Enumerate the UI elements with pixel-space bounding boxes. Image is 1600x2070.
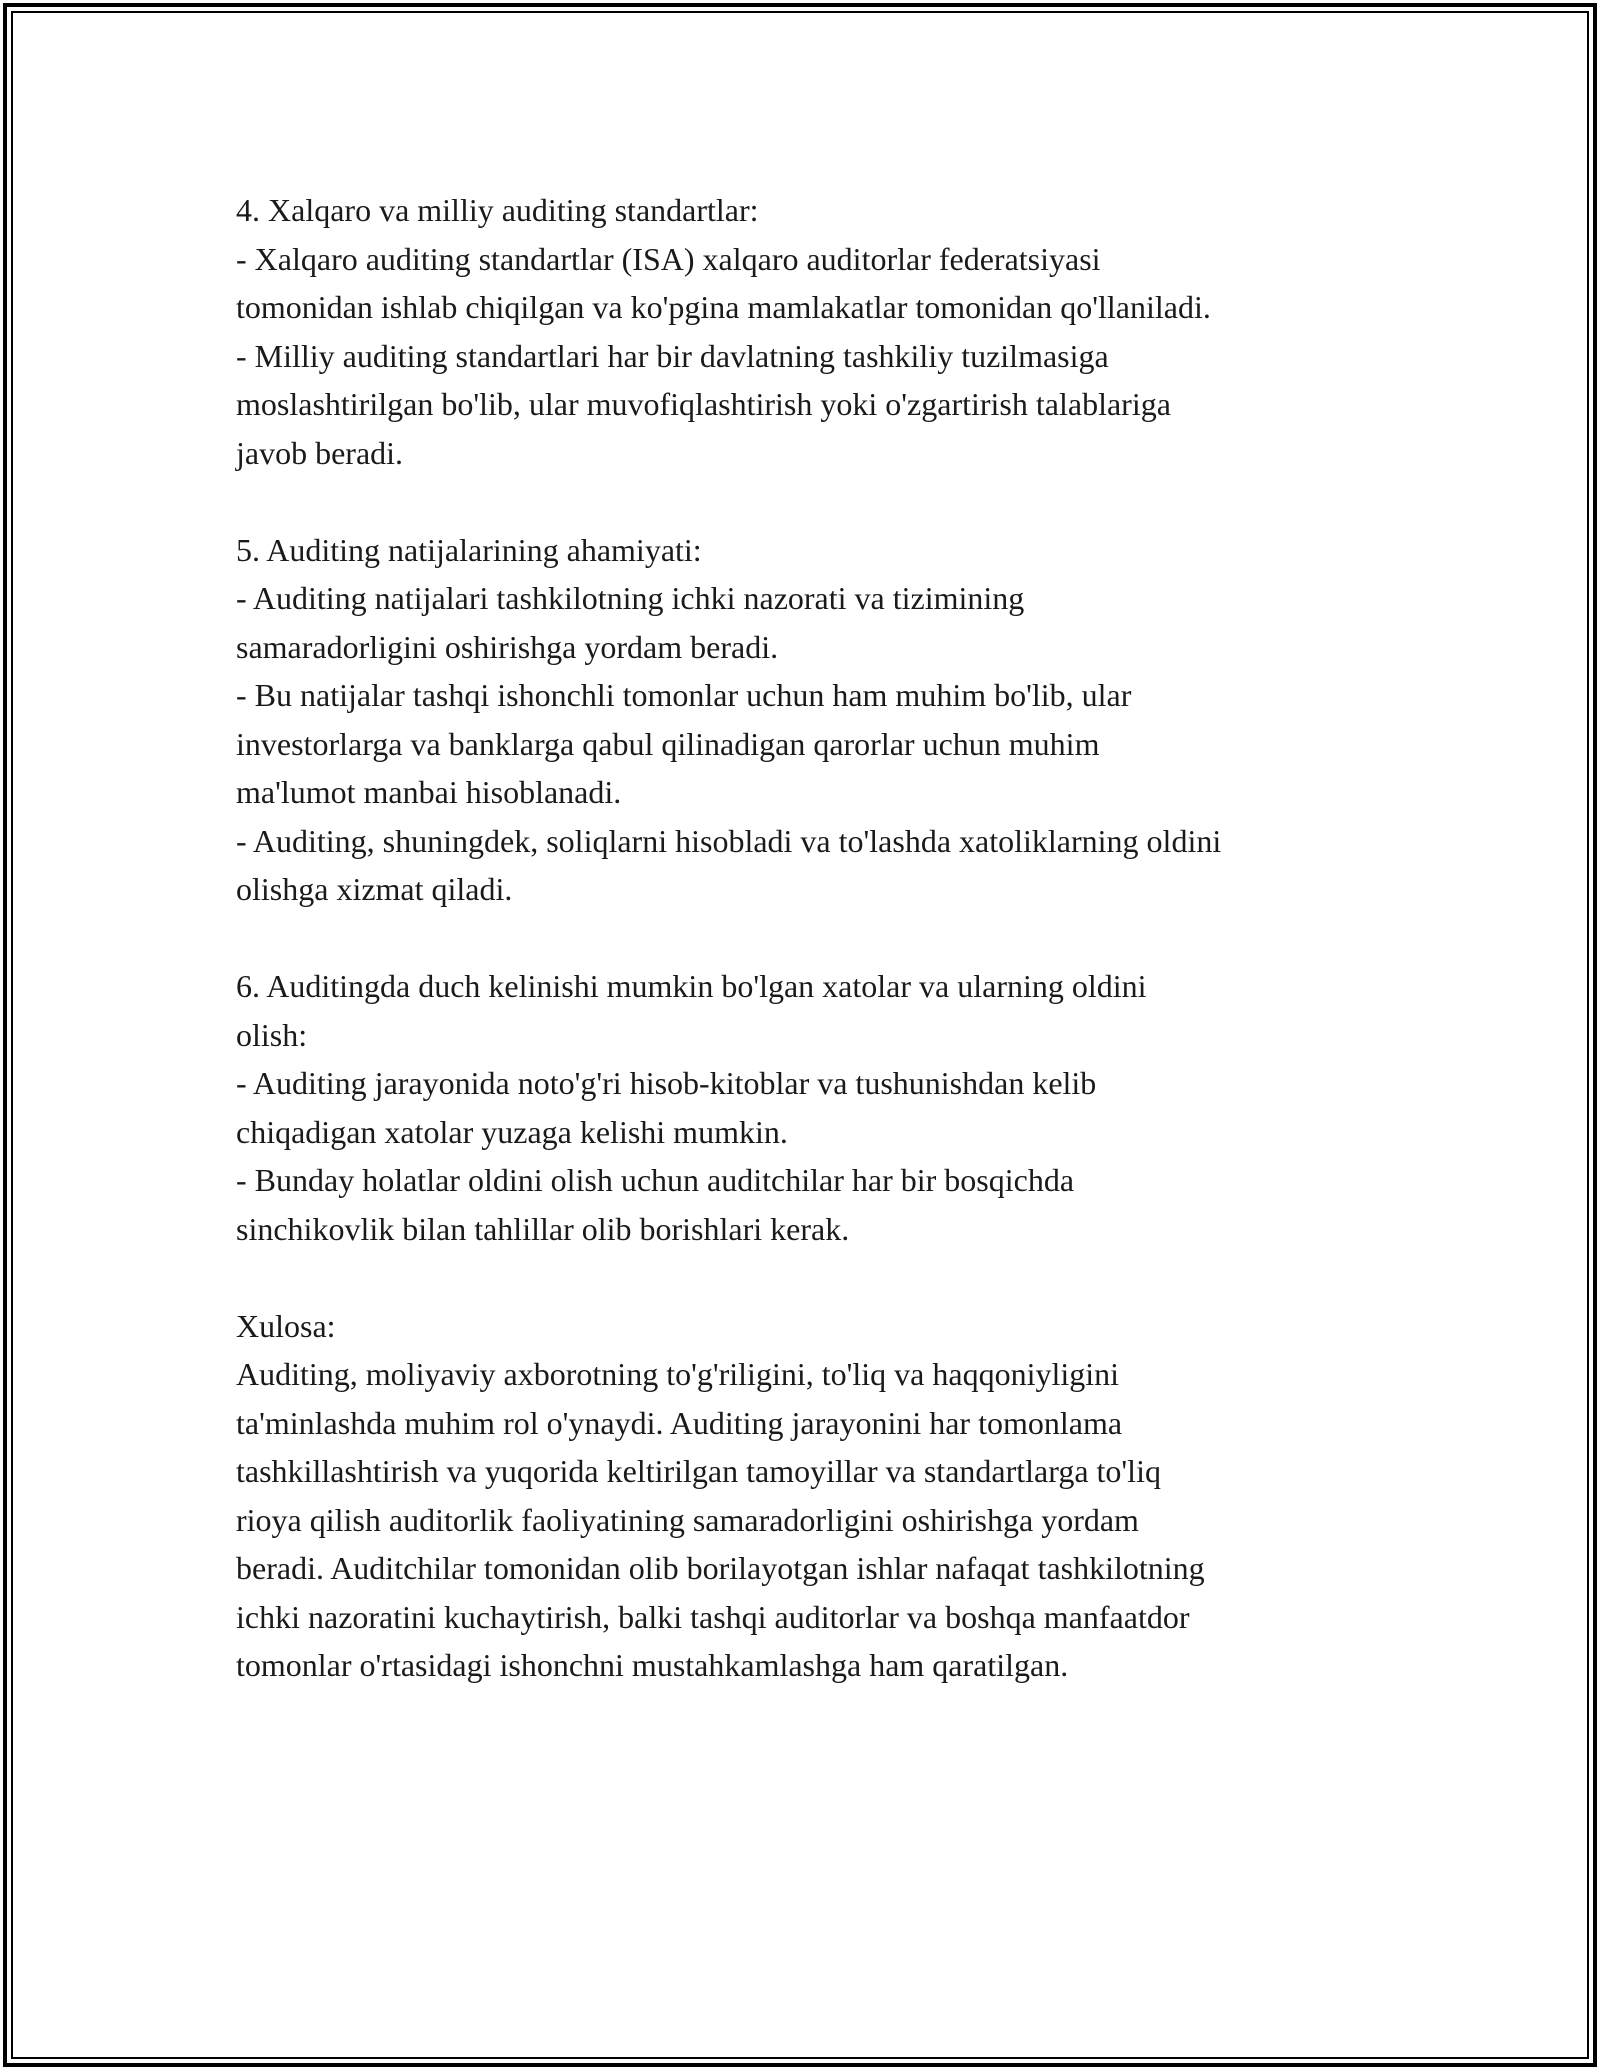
- text-line: - Xalqaro auditing standartlar (ISA) xalqaro auditorlar federatsiyasi: [236, 240, 1101, 277]
- text-line: olish:: [236, 1016, 308, 1053]
- text-line: tomonlar o'rtasidagi ishonchni mustahkamlashga ham qaratilgan.: [236, 1647, 1069, 1683]
- text-line: - Auditing jarayonida noto'g'ri hisob-kitoblar va tushunishdan kelib: [236, 1065, 1097, 1101]
- text-line: rioya qilish auditorlik faoliyatining samaradorligini oshirishga yordam: [236, 1501, 1139, 1538]
- text-line: olishga xizmat qiladi.: [236, 871, 513, 907]
- text-line: - Bunday holatlar oldini olish uchun auditchilar har bir bosqichda: [236, 1162, 1075, 1198]
- text-line: - Auditing, shuningdek, soliqlarni hisobladi va to'lashda xatoliklarning oldini: [236, 822, 1222, 859]
- text-line: ichki nazoratini kuchaytirish, balki tashqi auditorlar va boshqa manfaatdor: [236, 1598, 1190, 1635]
- paragraph-spacer: [236, 914, 1396, 963]
- document-body: [236, 186, 1396, 1690]
- section-heading: 5. Auditing natijalarining ahamiyati:: [236, 531, 702, 568]
- text-line: - Auditing natijalari tashkilotning ichki nazorati va tizimining: [236, 580, 1025, 616]
- text-line: sinchikovlik bilan tahlillar olib borishlari kerak.: [236, 1210, 850, 1247]
- paragraph-spacer: [236, 1253, 1396, 1302]
- section-heading: 6. Auditingda duch kelinishi mumkin bo'lgan xatolar va ularning oldini: [236, 968, 1147, 1004]
- text-line: investorlarga va banklarga qabul qilinadigan qarorlar uchun muhim: [236, 725, 1100, 762]
- section-international-national-standards: [236, 186, 1396, 477]
- text-line: - Milliy auditing standartlari har bir davlatning tashkiliy tuzilmasiga: [236, 337, 1109, 374]
- text-line: samaradorligini oshirishga yordam beradi.: [236, 628, 779, 665]
- section-audit-errors: [236, 962, 1396, 1253]
- text-line: beradi. Auditchilar tomonidan olib borilayotgan ishlar nafaqat tashkilotning: [236, 1550, 1205, 1586]
- text-line: tashkillashtirish va yuqorida keltirilgan tamoyillar va standartlarga to'liq: [236, 1453, 1161, 1489]
- section-audit-results-importance: [236, 526, 1396, 914]
- text-line: moslashtirilgan bo'lib, ular muvofiqlashtirish yoki o'zgartirish talablariga: [236, 386, 1171, 422]
- text-line: javob beradi.: [236, 434, 404, 471]
- text-line: tomonidan ishlab chiqilgan va ko'pgina mamlakatlar tomonidan qo'llaniladi.: [236, 289, 1211, 325]
- section-conclusion: [236, 1302, 1396, 1690]
- section-heading: Xulosa:: [236, 1307, 336, 1344]
- text-line: ma'lumot manbai hisoblanadi.: [236, 774, 622, 810]
- text-line: Auditing, moliyaviy axborotning to'g'riligini, to'liq va haqqoniyligini: [236, 1356, 1120, 1392]
- text-line: ta'minlashda muhim rol o'ynaydi. Auditing jarayonini har tomonlama: [236, 1404, 1123, 1441]
- text-line: - Bu natijalar tashqi ishonchli tomonlar uchun ham muhim bo'lib, ular: [236, 677, 1132, 713]
- text-line: chiqadigan xatolar yuzaga kelishi mumkin.: [236, 1113, 788, 1150]
- section-heading: 4. Xalqaro va milliy auditing standartlar:: [236, 192, 759, 228]
- paragraph-spacer: [236, 477, 1396, 526]
